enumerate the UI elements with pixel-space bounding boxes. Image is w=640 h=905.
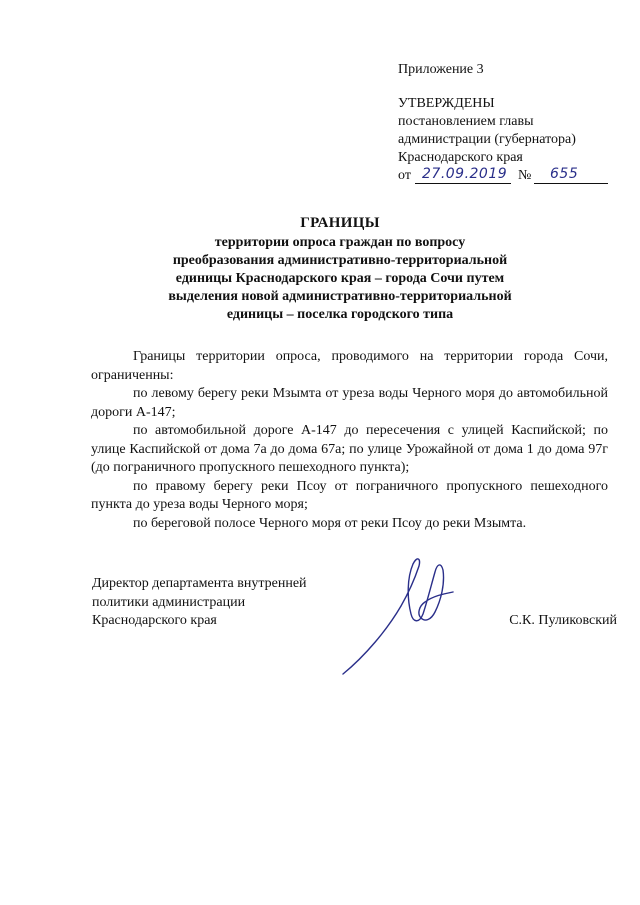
document-title: [110, 214, 570, 324]
title-line-5: единицы – поселка городского типа: [226, 307, 454, 322]
position-line-2: политики администрации: [92, 594, 246, 610]
position-line-1: Директор департамента внутренней: [92, 576, 307, 591]
number-underline: [534, 183, 608, 184]
body-paragraph-4: по правому берегу реки Псоу от пограничного пропускного пешеходного пункта до уреза воды Черного моря;: [91, 478, 608, 512]
approval-line-3: Краснодарского края: [398, 150, 523, 165]
signatory-name: С.К. Пуликовский: [509, 613, 617, 628]
body-paragraph-1: Границы территории опроса, проводимого на территории города Сочи, ограниченны:: [91, 349, 608, 383]
document-body: [91, 348, 608, 533]
title-line-3: единицы Краснодарского края – города Сочи путем: [175, 271, 505, 286]
position-line-3: Краснодарского края: [92, 613, 217, 628]
date-handwritten: 27.09.2019: [422, 166, 508, 182]
date-prefix: от: [398, 168, 411, 183]
approval-line-1: постановлением главы: [398, 114, 534, 129]
signatory-position: [92, 575, 352, 631]
approval-block: [398, 61, 618, 187]
body-paragraph-5: по береговой полосе Черного моря от реки Псоу до реки Мзымта.: [133, 515, 527, 531]
date-underline: [415, 183, 511, 184]
approval-line-2: администрации (губернатора): [398, 132, 576, 147]
body-paragraph-2: по левому берегу реки Мзымта от уреза воды Черного моря до автомобильной дороги А-147;: [91, 386, 608, 420]
date-number-line: [398, 167, 618, 187]
handwritten-signature: [335, 548, 465, 678]
approved-heading: УТВЕРЖДЕНЫ: [398, 96, 495, 111]
title-line-2: преобразования административно-территориальной: [172, 253, 508, 268]
appendix-label: Приложение 3: [398, 62, 484, 77]
title-line-4: выделения новой административно-территориальной: [168, 289, 512, 304]
number-handwritten: 655: [550, 166, 579, 182]
title-main: ГРАНИЦЫ: [300, 215, 380, 231]
title-line-1: территории опроса граждан по вопросу: [214, 235, 466, 250]
body-paragraph-3: по автомобильной дороге А-147 до пересечения с улицей Каспийской; по улице Каспийской от дома 7а до дома 67а; по улице Урожайной от дома 1 до дома 97г (до пограничного пропускного пешеходного пункта);: [91, 423, 608, 475]
number-prefix: №: [518, 168, 532, 183]
